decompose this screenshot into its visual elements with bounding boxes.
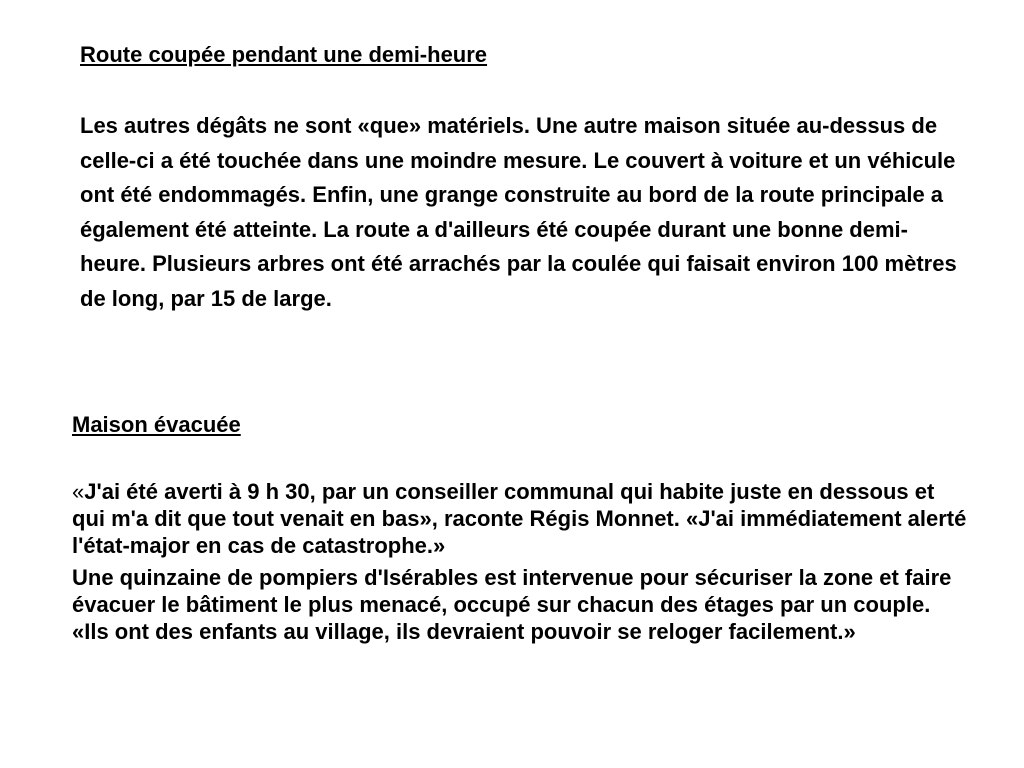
section-paragraph-route: Les autres dégâts ne sont «que» matériels. Une autre maison située au-dessus de celle-ci a été touchée dans une moindre mesure. Le couvert à voiture et un véhicule ont été endommagés. Enfin, une grange construite au bord de la route principale a également été atteinte. La route a d'ailleurs été coupée durant une bonne demi-heure. Plusieurs arbres ont été arrachés par la coulée qui faisait environ 100 mètres de long, par 15 de large.: [80, 113, 957, 311]
quote-paragraph-text: J'ai été averti à 9 h 30, par un conseiller communal qui habite juste en dessous et qui m'a dit que tout venait en bas», raconte Régis Monnet. «J'ai immédiatement alerté l'état-major en cas de catastrophe.»: [72, 479, 967, 558]
section-heading-route: Route coupée pendant une demi-heure: [80, 42, 488, 67]
section-maison: [72, 410, 972, 645]
quote-paragraph: [72, 478, 972, 559]
section-route: [80, 40, 960, 316]
pompiers-paragraph: Une quinzaine de pompiers d'Isérables est intervenue pour sécuriser la zone et faire évacuer le bâtiment le plus menacé, occupé sur chacun des étages par un couple. «Ils ont des enfants au village, ils devraient pouvoir se reloger facilement.»: [72, 565, 952, 644]
section-heading-maison: Maison évacuée: [72, 412, 241, 437]
opening-quote-mark: «: [72, 479, 85, 504]
